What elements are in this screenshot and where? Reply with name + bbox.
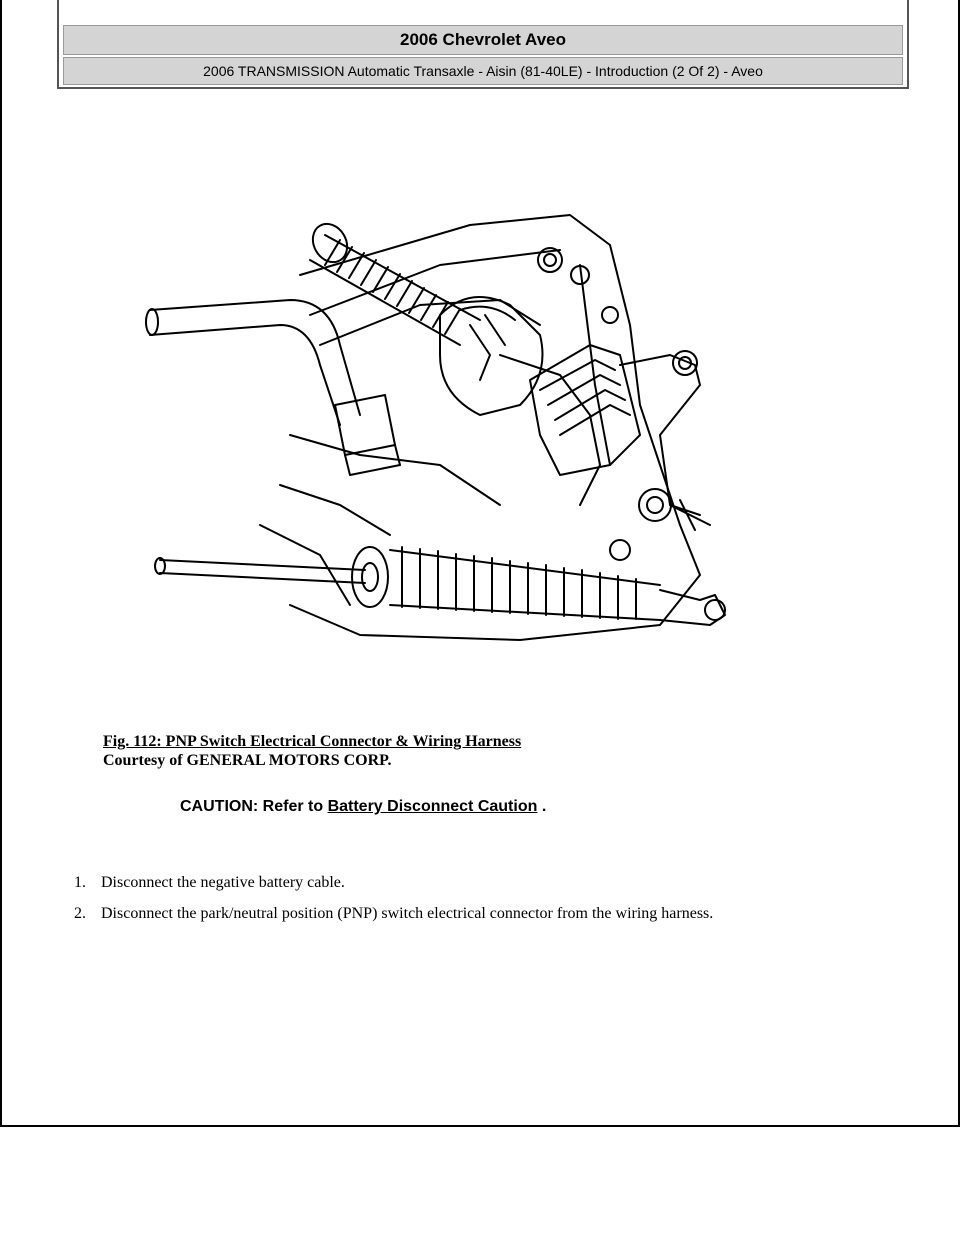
list-item (74, 873, 713, 892)
step-number: 1. (74, 874, 86, 891)
step-text: Disconnect the negative battery cable. (101, 874, 345, 891)
shift-lever-nut (639, 489, 671, 521)
step-text: Disconnect the park/neutral position (PNP) switch electrical connector from the wiring harness. (101, 905, 714, 922)
caution-note (180, 797, 546, 817)
step-number: 2. (74, 905, 86, 922)
list-item (74, 904, 713, 923)
figure-title[interactable]: Fig. 112: PNP Switch Electrical Connector & Wiring Harness (103, 733, 522, 750)
header-subtitle: 2006 TRANSMISSION Automatic Transaxle - Aisin (81-40LE) - Introduction (2 Of 2) - Aveo (63, 57, 903, 85)
procedure-steps (74, 873, 713, 935)
caution-prefix: CAUTION: Refer to (180, 798, 328, 815)
caution-suffix: . (537, 798, 547, 815)
pnp-harness-connector (440, 297, 543, 415)
switch-bracket (620, 355, 710, 525)
header-title: 2006 Chevrolet Aveo (63, 25, 903, 55)
shift-cable-rod (160, 560, 365, 570)
vent-tube (150, 300, 360, 415)
battery-disconnect-caution-link[interactable]: Battery Disconnect Caution (327, 798, 538, 815)
pnp-switch-illustration (140, 205, 740, 645)
bracket-bolt (673, 351, 697, 375)
figure-courtesy: Courtesy of GENERAL MOTORS CORP. (103, 752, 392, 769)
wiring-harness-upper (306, 218, 480, 345)
figure-caption (103, 732, 521, 770)
page-header (57, 0, 909, 89)
